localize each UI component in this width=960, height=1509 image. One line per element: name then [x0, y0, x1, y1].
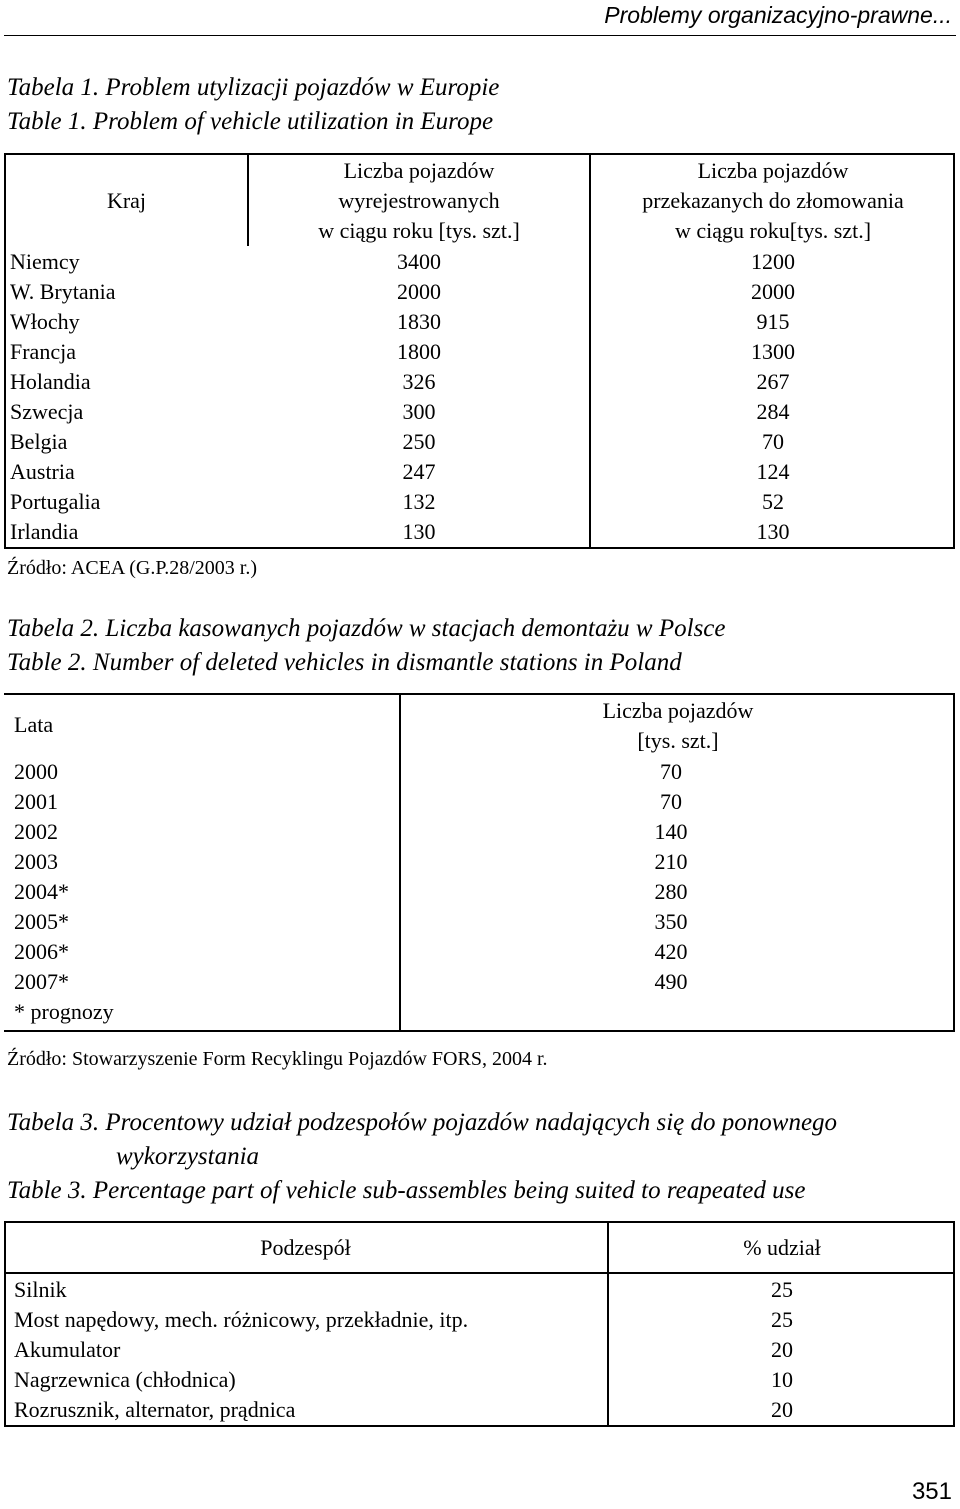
running-header: Problemy organizacyjno-prawne... — [604, 2, 952, 28]
table-row: Francja — [10, 339, 76, 364]
table3-header-part: Podzespół — [260, 1235, 351, 1260]
table3-header-share: % udział — [743, 1235, 821, 1260]
table1-scrapped-column: 1200 2000 915 1300 267 284 70 124 52 130 — [751, 249, 795, 544]
table-row: Niemcy — [10, 249, 80, 274]
table3-caption-en: Table 3. Percentage part of vehicle sub-assembles being suited to reapeated use — [7, 1177, 806, 1204]
table-row: 2004* — [14, 879, 69, 904]
table-row: Holandia — [10, 369, 91, 394]
table2-footnote: * prognozy — [14, 999, 114, 1024]
table-row: 2000 — [14, 759, 58, 784]
table-row: Akumulator — [14, 1337, 121, 1362]
table3-share-column: 25 25 20 10 20 — [771, 1277, 793, 1422]
table-row: Włochy — [10, 309, 80, 334]
table-row: 2002 — [14, 819, 58, 844]
table1-country-column — [10, 247, 250, 547]
table-row: Silnik — [14, 1277, 67, 1302]
table2-year-column — [14, 757, 394, 1027]
table-row: Nagrzewnica (chłodnica) — [14, 1367, 236, 1392]
table1-header-registered: Liczba pojazdów wyrejestrowanych w ciągu roku [tys. szt.] — [318, 158, 520, 243]
header-rule — [4, 35, 956, 36]
table3-part-column — [14, 1275, 604, 1425]
table3-caption-pl: Tabela 3. Procentowy udział podzespołów pojazdów nadających się do ponownego — [7, 1109, 838, 1136]
table3-head-rule — [4, 1272, 955, 1274]
table-row: Rozrusznik, alternator, prądnica — [14, 1397, 296, 1422]
table-row: 2005* — [14, 909, 69, 934]
table3-caption-pl-cont: wykorzystania — [116, 1143, 260, 1170]
table-row: 2007* — [14, 969, 69, 994]
page-number: 351 — [911, 1478, 952, 1505]
table2-source: Źródło: Stowarzyszenie Form Recyklingu Pojazdów FORS, 2004 r. — [7, 1048, 548, 1070]
table2-header-count: Liczba pojazdów [tys. szt.] — [602, 698, 754, 753]
table-row: 2001 — [14, 789, 58, 814]
table-row: W. Brytania — [10, 279, 116, 304]
table-row: 2006* — [14, 939, 69, 964]
table2-header-year: Lata — [14, 712, 54, 737]
table-row: Belgia — [10, 429, 68, 454]
table-row: Austria — [10, 459, 75, 484]
table1-header-scrapped: Liczba pojazdów przekazanych do złomowania w ciągu roku[tys. szt.] — [642, 158, 904, 243]
table2-count-column: 70 70 140 210 280 350 420 490 — [654, 759, 688, 994]
table2-caption-pl: Tabela 2. Liczba kasowanych pojazdów w stacjach demontażu w Polsce — [7, 615, 726, 642]
table1-source: Źródło: ACEA (G.P.28/2003 r.) — [7, 557, 258, 579]
table1-caption-en: Table 1. Problem of vehicle utilization in Europe — [7, 108, 494, 135]
table-row: Szwecja — [10, 399, 84, 424]
table1-header-kraj: Kraj — [106, 188, 147, 213]
table-row: Irlandia — [10, 519, 79, 544]
table2-caption-en: Table 2. Number of deleted vehicles in dismantle stations in Poland — [7, 649, 682, 676]
table-row: Portugalia — [10, 489, 101, 514]
table1-caption-pl: Tabela 1. Problem utylizacji pojazdów w Europie — [7, 74, 500, 101]
table1-registered-column: 3400 2000 1830 1800 326 300 250 247 132 130 — [397, 249, 441, 544]
table-row: 2003 — [14, 849, 58, 874]
table-row: Most napędowy, mech. różnicowy, przekładnie, itp. — [14, 1307, 469, 1332]
